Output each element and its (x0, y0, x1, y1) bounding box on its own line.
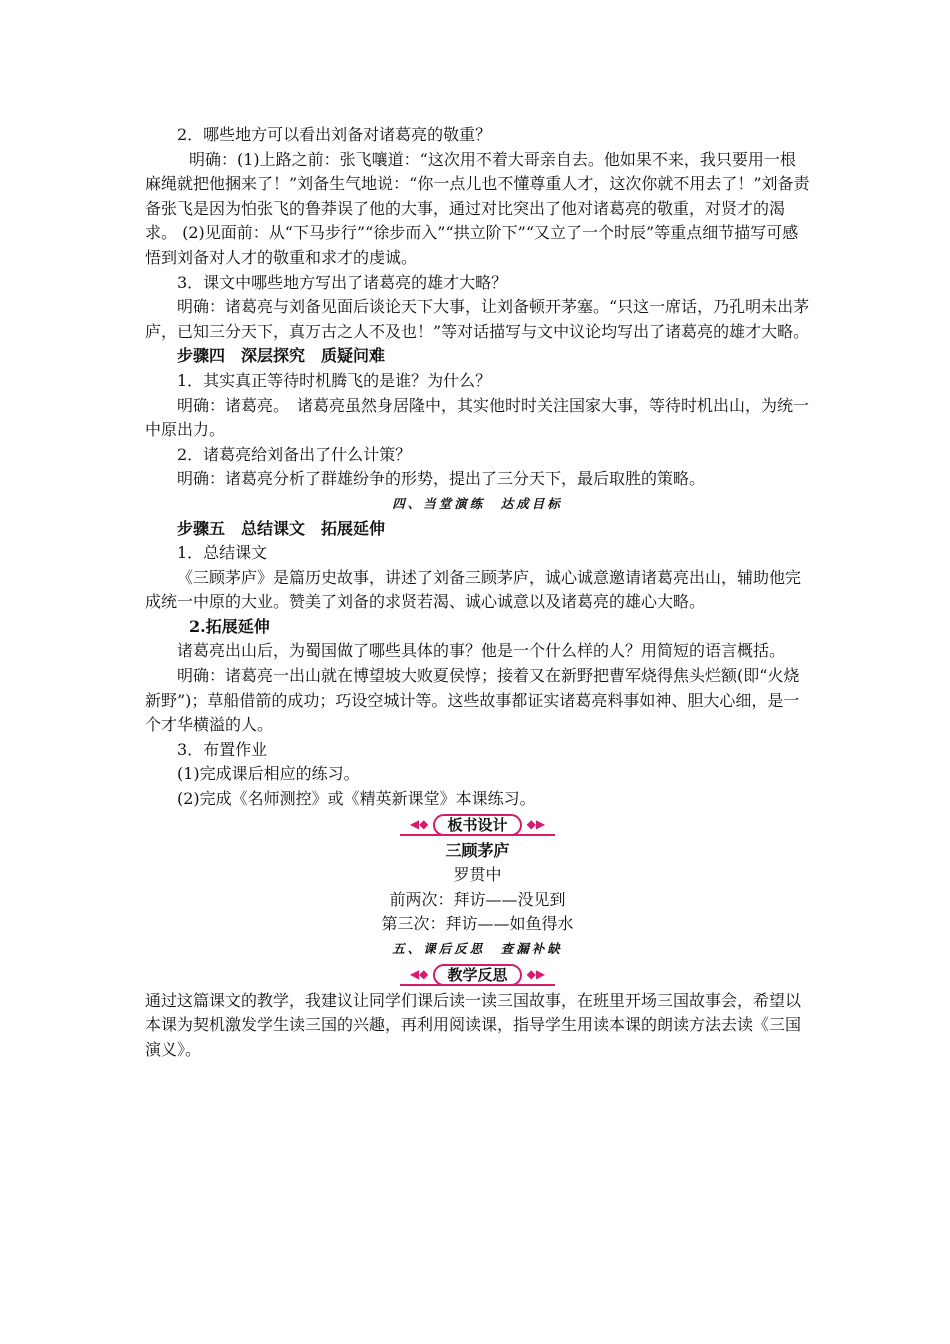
board-design-banner (145, 812, 810, 839)
question-3: 3．课文中哪些地方写出了诸葛亮的雄才大略？ (177, 272, 508, 292)
step-4-title: 步骤四 深层探究 质疑问难 (177, 346, 386, 366)
left-arrows-icon: ◀◆ (409, 966, 429, 981)
step-4-question-1: 1．其实真正等待时机腾飞的是谁？为什么？ (177, 370, 492, 390)
right-arrows-icon: ◆▶ (526, 816, 546, 831)
answer-2: 明确：(1)上路之前：张飞嚷道：“这次用不着大哥亲自去。他如果不来，我只要用一根麻绳就把他捆来了！”刘备生气地说：“你一点儿也不懂尊重人才，这次你就不用去了！”刘备责备张飞是因为怕张飞的鲁莽误了他的大事，通过对比突出了他对诸葛亮的敬重，对贤才的渴求。 (2)见面前：从“下马步行”“徐步而入”“拱立阶下”“又立了一个时辰”等重点细节描写可感悟到刘备对人才的敬重和求才的虔诚。 (145, 149, 810, 267)
step-4-question-2: 2．诸葛亮给刘备出了什么计策？ (177, 444, 412, 464)
section-5-heading: 五、课后反思 查漏补缺 (392, 941, 563, 956)
left-arrows-icon: ◀◆ (409, 816, 429, 831)
step-5-title: 步骤五 总结课文 拓展延伸 (177, 518, 386, 538)
section-4-heading: 四、当堂演练 达成目标 (392, 495, 563, 511)
lesson-content (145, 123, 810, 1062)
homework-2: (2)完成《名师测控》或《精英新课堂》本课练习。 (177, 789, 536, 809)
board-line-2: 第三次：拜访——如鱼得水 (381, 914, 574, 934)
summary-text: 《三顾茅庐》是篇历史故事，讲述了刘备三顾茅庐，诚心诚意邀请诸葛亮出山，辅助他完成统一中原的大业。赞美了刘备的求贤若渴、诚心诚意以及诸葛亮的雄心大略。 (145, 567, 802, 612)
board-design-label: 板书设计 (433, 814, 521, 836)
extension-question: 诸葛亮出山后，为蜀国做了哪些具体的事？他是一个什么样的人？用简短的语言概括。 (177, 641, 786, 661)
step-5-item-1: 1．总结课文 (177, 543, 268, 563)
board-author: 罗贯中 (453, 865, 502, 885)
question-2: 2．哪些地方可以看出刘备对诸葛亮的敬重？ (177, 125, 492, 144)
reflection-label: 教学反思 (433, 964, 521, 986)
answer-3: 明确：诸葛亮与刘备见面后谈论天下大事，让刘备顿开茅塞。“只这一席话，乃孔明未出茅庐，已知三分天下，真万古之人不及也！”等对话描写与文中议论均写出了诸葛亮的雄才大略。 (145, 297, 810, 341)
extension-answer: 明确：诸葛亮一出山就在博望坡大败夏侯惇；接着又在新野把曹军烧得焦头烂额(即“火烧新野”)；草船借箭的成功；巧设空城计等。这些故事都证实诸葛亮料事如神、胆大心细，是一个才华横溢的人。 (145, 666, 800, 735)
step-4-answer-1: 明确：诸葛亮。 诸葛亮虽然身居隆中，其实他时时关注国家大事，等待时机出山，为统一中原出力。 (145, 395, 810, 440)
board-line-1: 前两次：拜访——没见到 (389, 889, 566, 909)
step-5-item-2: 2.拓展延伸 (189, 616, 270, 636)
reflection-banner (145, 962, 810, 989)
board-title: 三顾茅庐 (445, 840, 510, 860)
step-4-answer-2: 明确：诸葛亮分析了群雄纷争的形势，提出了三分天下，最后取胜的策略。 (177, 469, 706, 489)
right-arrows-icon: ◆▶ (526, 966, 546, 981)
reflection-text: 通过这篇课文的教学，我建议让同学们课后读一读三国故事，在班里开场三国故事会，希望以本课为契机激发学生读三国的兴趣，再利用阅读课，指导学生用读本课的朗读方法去读《三国演义》。 (145, 990, 802, 1059)
homework-1: (1)完成课后相应的练习。 (177, 764, 360, 784)
step-5-item-3: 3．布置作业 (177, 739, 268, 759)
